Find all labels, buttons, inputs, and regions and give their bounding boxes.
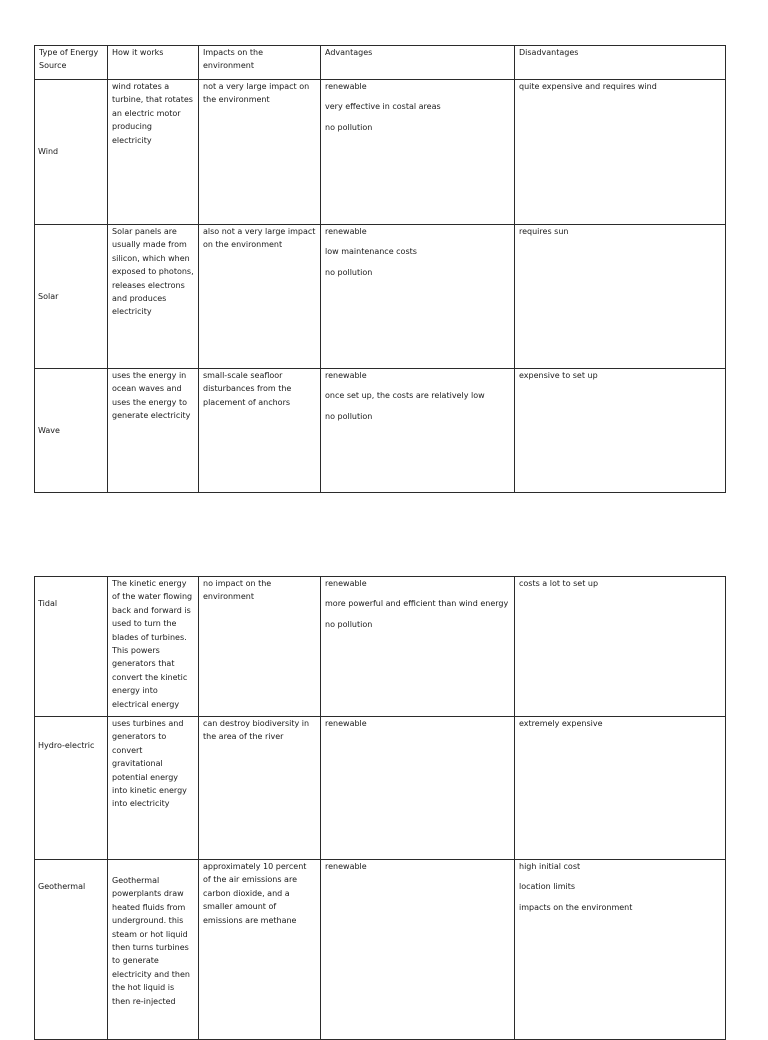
how-cell (108, 860, 199, 1040)
impact-cell: small-scale seafloor disturbances from the placement of anchors (199, 369, 321, 493)
advantage-item: very effective in costal areas (325, 102, 441, 112)
disadvantages-cell (515, 717, 726, 860)
advantages-cell (321, 860, 515, 1040)
energy-sources-table-1 (34, 45, 726, 493)
advantage-item: renewable (325, 862, 367, 871)
advantages-cell (321, 577, 515, 717)
header-disadvantages: Disadvantages (515, 46, 726, 80)
table-row-tidal (35, 577, 726, 717)
advantage-item: no pollution (325, 619, 373, 629)
disadvantages-cell (515, 225, 726, 369)
type-cell: Hydro-electric (35, 717, 108, 860)
impact-cell: approximately 10 percent of the air emissions are carbon dioxide, and a smaller amount of emissions are methane (199, 860, 321, 1040)
type-cell: Geothermal (35, 860, 108, 1040)
advantage-item: renewable (325, 371, 367, 380)
header-type: Type of Energy Source (35, 46, 108, 80)
impact-cell: not a very large impact on the environment (199, 80, 321, 225)
disadvantage-item: impacts on the environment (519, 902, 633, 912)
disadvantages-cell (515, 577, 726, 717)
advantage-item: no pollution (325, 267, 373, 277)
how-cell: uses the energy in ocean waves and uses the energy to generate electricity (108, 369, 199, 493)
advantage-item: more powerful and efficient than wind energy (325, 599, 509, 609)
header-how: How it works (108, 46, 199, 80)
advantage-item: no pollution (325, 411, 373, 421)
advantages-cell (321, 225, 515, 369)
impact-cell: also not a very large impact on the environment (199, 225, 321, 369)
header-advantages: Advantages (321, 46, 515, 80)
disadvantages-cell (515, 80, 726, 225)
table-row-geothermal (35, 860, 726, 1040)
advantages-cell (321, 717, 515, 860)
disadvantage-item: requires sun (519, 227, 569, 236)
advantage-item: renewable (325, 227, 367, 236)
disadvantage-item: costs a lot to set up (519, 579, 599, 588)
disadvantage-item: extremely expensive (519, 719, 603, 728)
type-cell: Wave (35, 369, 108, 493)
disadvantage-item: quite expensive and requires wind (519, 82, 657, 91)
advantage-item: renewable (325, 579, 367, 588)
how-cell: wind rotates a turbine, that rotates an electric motor producing electricity (108, 80, 199, 225)
type-cell: Wind (35, 80, 108, 225)
type-cell: Tidal (35, 577, 108, 717)
table-row-hydro-electric (35, 717, 726, 860)
table-header-row (35, 46, 726, 80)
header-impact: Impacts on the environment (199, 46, 321, 80)
how-text: Geothermal powerplants draw heated fluids from underground. this steam or hot liquid then turns turbines to generate electricity and then the hot liquid is then re-injected (112, 876, 190, 1006)
energy-sources-table-2 (34, 576, 726, 1040)
disadvantages-cell (515, 860, 726, 1040)
type-cell: Solar (35, 225, 108, 369)
advantage-item: no pollution (325, 122, 373, 132)
disadvantage-item: location limits (519, 882, 576, 892)
advantage-item: once set up, the costs are relatively low (325, 391, 485, 401)
table-row-wave (35, 369, 726, 493)
disadvantage-item: expensive to set up (519, 371, 598, 380)
how-cell: Solar panels are usually made from silicon, which when exposed to photons, releases electrons and produces electricity (108, 225, 199, 369)
table-row-wind (35, 80, 726, 225)
disadvantages-cell (515, 369, 726, 493)
advantage-item: renewable (325, 82, 367, 91)
table-row-solar (35, 225, 726, 369)
disadvantage-item: high initial cost (519, 862, 581, 871)
advantage-item: renewable (325, 719, 367, 728)
impact-cell: can destroy biodiversity in the area of the river (199, 717, 321, 860)
advantages-cell (321, 80, 515, 225)
advantages-cell (321, 369, 515, 493)
how-cell: The kinetic energy of the water flowing back and forward is used to turn the blades of turbines. This powers generators that convert the kinetic energy into electrical energy (108, 577, 199, 717)
advantage-item: low maintenance costs (325, 247, 417, 257)
impact-cell: no impact on the environment (199, 577, 321, 717)
how-cell: uses turbines and generators to convert gravitational potential energy into kinetic energy into electricity (108, 717, 199, 860)
